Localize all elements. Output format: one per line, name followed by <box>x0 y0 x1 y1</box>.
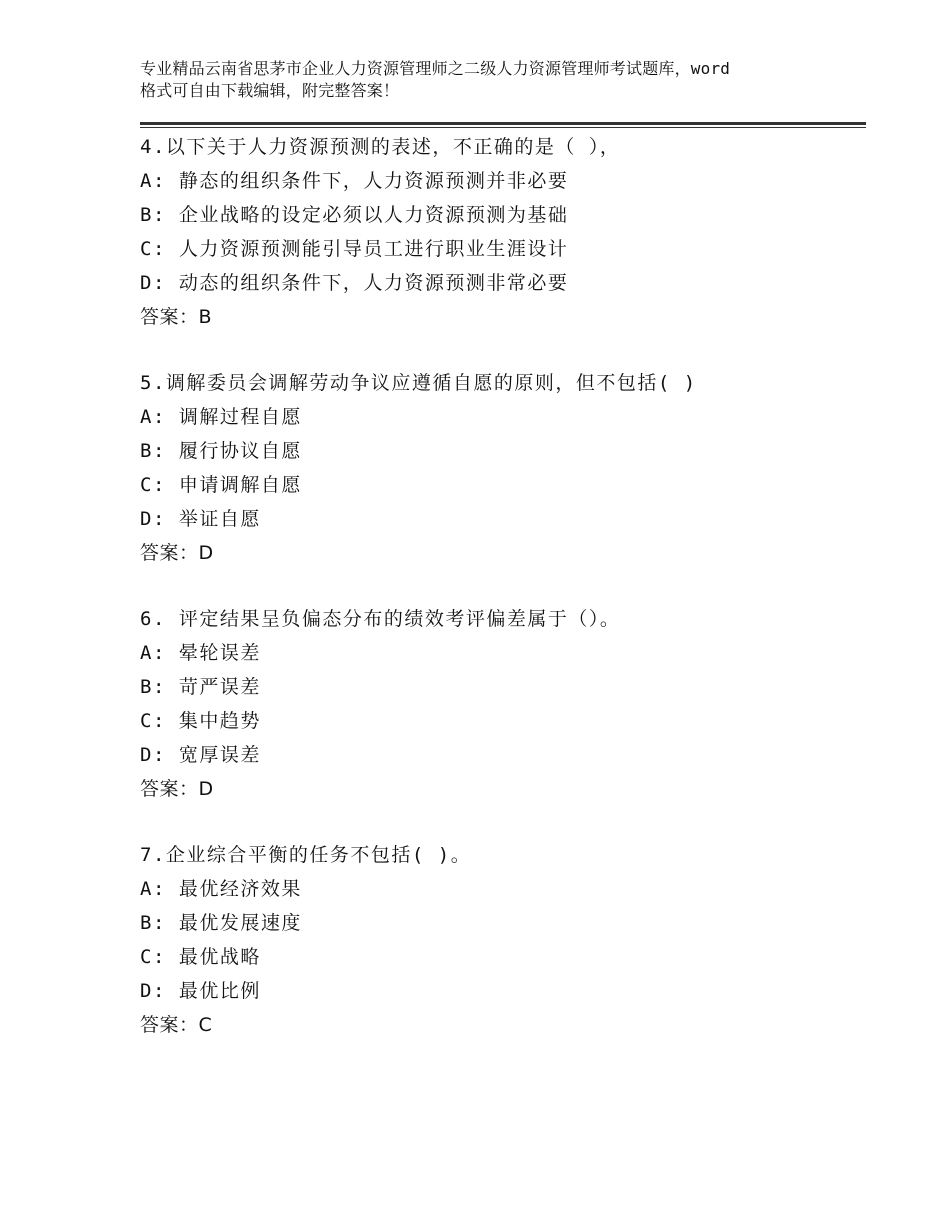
question-stem: 7.企业综合平衡的任务不包括( )。 <box>140 844 472 866</box>
option-b: B: 企业战略的设定必须以人力资源预测为基础 <box>140 204 569 226</box>
question-list <box>140 130 860 1074</box>
answer-line: 答案：C <box>140 1014 213 1036</box>
option-c: C: 最优战略 <box>140 946 261 968</box>
option-d: D: 举证自愿 <box>140 508 261 530</box>
answer-line: 答案：D <box>140 542 214 564</box>
option-a: A: 调解过程自愿 <box>140 406 302 428</box>
header-line-2: 格式可自由下载编辑，附完整答案！ <box>140 81 400 100</box>
option-b: B: 履行协议自愿 <box>140 440 302 462</box>
option-c: C: 集中趋势 <box>140 710 261 732</box>
option-d: D: 最优比例 <box>140 980 261 1002</box>
answer-line: 答案：B <box>140 306 213 328</box>
option-a: A: 静态的组织条件下，人力资源预测并非必要 <box>140 170 569 192</box>
question-stem: 4.以下关于人力资源预测的表述，不正确的是（ ）， <box>140 136 621 158</box>
option-c: C: 申请调解自愿 <box>140 474 302 496</box>
option-a: A: 最优经济效果 <box>140 878 302 900</box>
question-block-6 <box>140 602 860 806</box>
option-a: A: 晕轮误差 <box>140 642 261 664</box>
header-line-1: 专业精品云南省思茅市企业人力资源管理师之二级人力资源管理师考试题库，word <box>140 59 731 78</box>
option-b: B: 最优发展速度 <box>140 912 302 934</box>
question-block-4 <box>140 130 860 334</box>
option-d: D: 动态的组织条件下，人力资源预测非常必要 <box>140 272 569 294</box>
document-header <box>140 58 840 102</box>
answer-line: 答案：D <box>140 778 214 800</box>
option-b: B: 苛严误差 <box>140 676 261 698</box>
header-divider-thick <box>140 122 866 125</box>
question-block-7 <box>140 838 860 1042</box>
header-divider-thin <box>140 127 866 128</box>
question-block-5 <box>140 366 860 570</box>
question-stem: 6. 评定结果呈负偏态分布的绩效考评偏差属于（）。 <box>140 608 621 630</box>
option-d: D: 宽厚误差 <box>140 744 261 766</box>
option-c: C: 人力资源预测能引导员工进行职业生涯设计 <box>140 238 569 260</box>
question-stem: 5.调解委员会调解劳动争议应遵循自愿的原则，但不包括( ) <box>140 372 697 394</box>
